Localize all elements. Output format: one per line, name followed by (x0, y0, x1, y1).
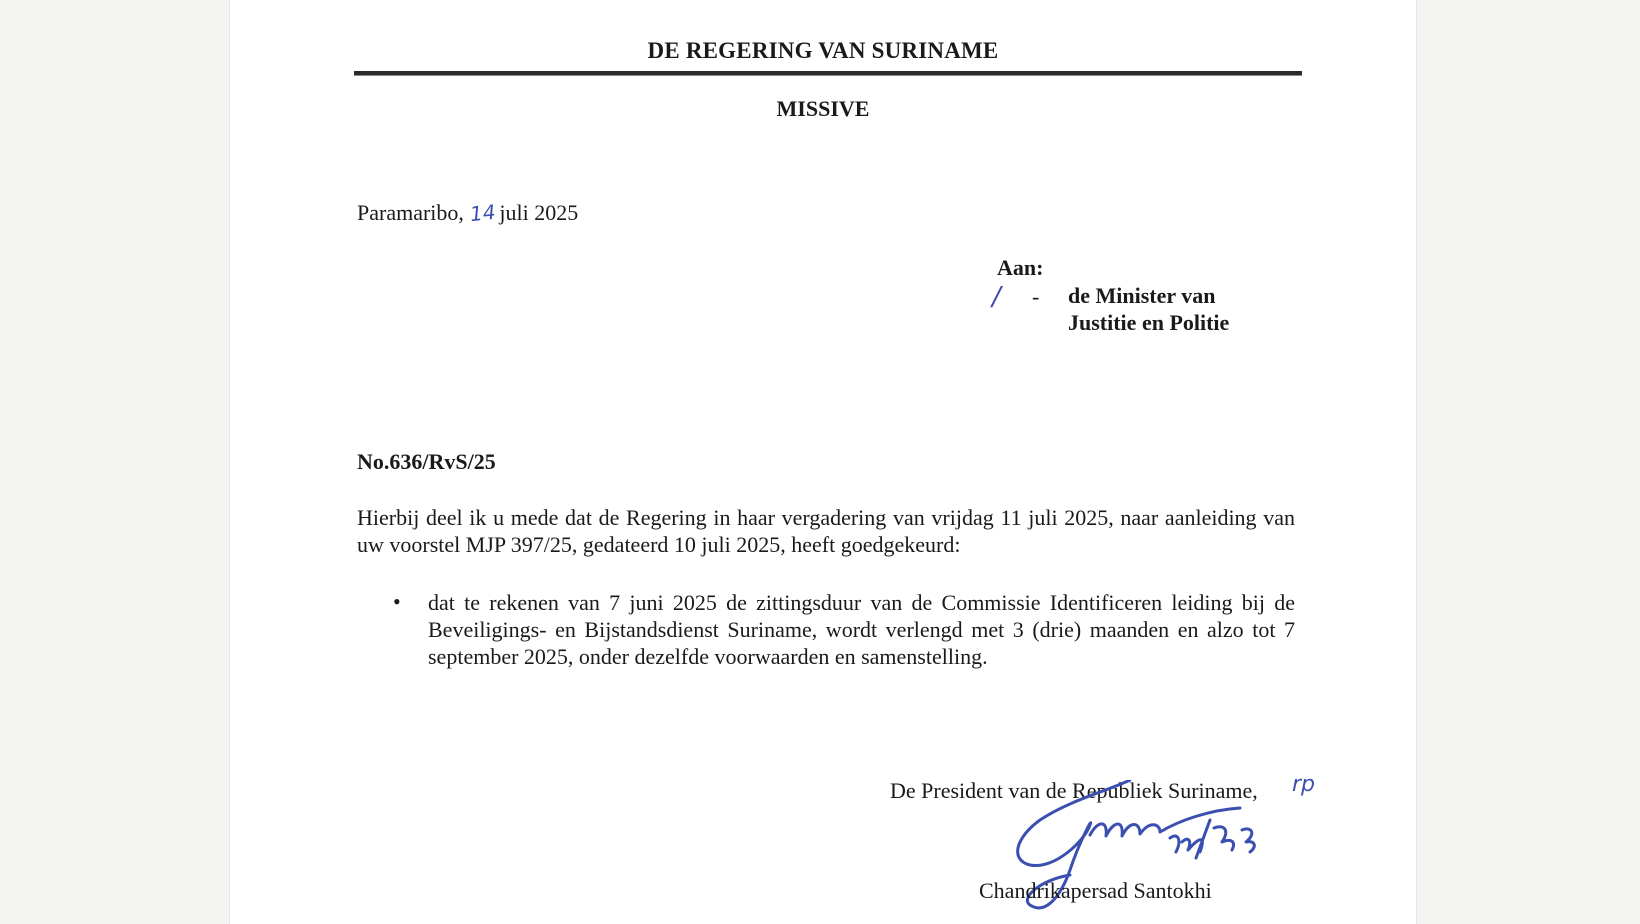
bullet-item: dat te rekenen van 7 juni 2025 de zittingsduur van de Commissie Identificeren leiding bij de Beveiligings- en Bijstandsdienst Suriname, wordt verlengd met 3 (drie) maanden en alzo tot 7 september 2025, onder dezelfde voorwaarden en samenstelling. (428, 590, 1295, 669)
recipient-line-1: de Minister van (1068, 283, 1216, 308)
dateline (357, 200, 578, 226)
signature-caption: De President van de Republiek Suriname, (890, 778, 1258, 803)
document-page (229, 0, 1417, 924)
reference-number: No.636/RvS/25 (357, 449, 496, 474)
handwritten-day: 14 (468, 199, 497, 227)
recipient-address (1068, 282, 1328, 336)
header-divider (354, 71, 1302, 76)
body-paragraph: Hierbij deel ik u mede dat de Regering in haar vergadering van vrijdag 11 juli 2025, naar aanleiding van uw voorstel MJP 397/25, gedateerd 10 juli 2025, heeft goedgekeurd: (357, 505, 1295, 557)
document-type: MISSIVE (776, 96, 870, 121)
recipient-line-2: Justitie en Politie (1068, 310, 1230, 335)
handwritten-check-mark: / (992, 282, 1001, 312)
bullet-icon: • (393, 589, 401, 614)
dateline-place: Paramaribo, (357, 200, 464, 225)
recipient-dash: - (1032, 284, 1040, 309)
recipient-label: Aan: (997, 255, 1044, 280)
signatory-name: Chandrikapersad Santokhi (979, 878, 1212, 903)
dateline-month-year: juli 2025 (499, 200, 579, 225)
government-heading: DE REGERING VAN SURINAME (647, 38, 999, 63)
handwritten-paraph: rp (1292, 772, 1316, 797)
